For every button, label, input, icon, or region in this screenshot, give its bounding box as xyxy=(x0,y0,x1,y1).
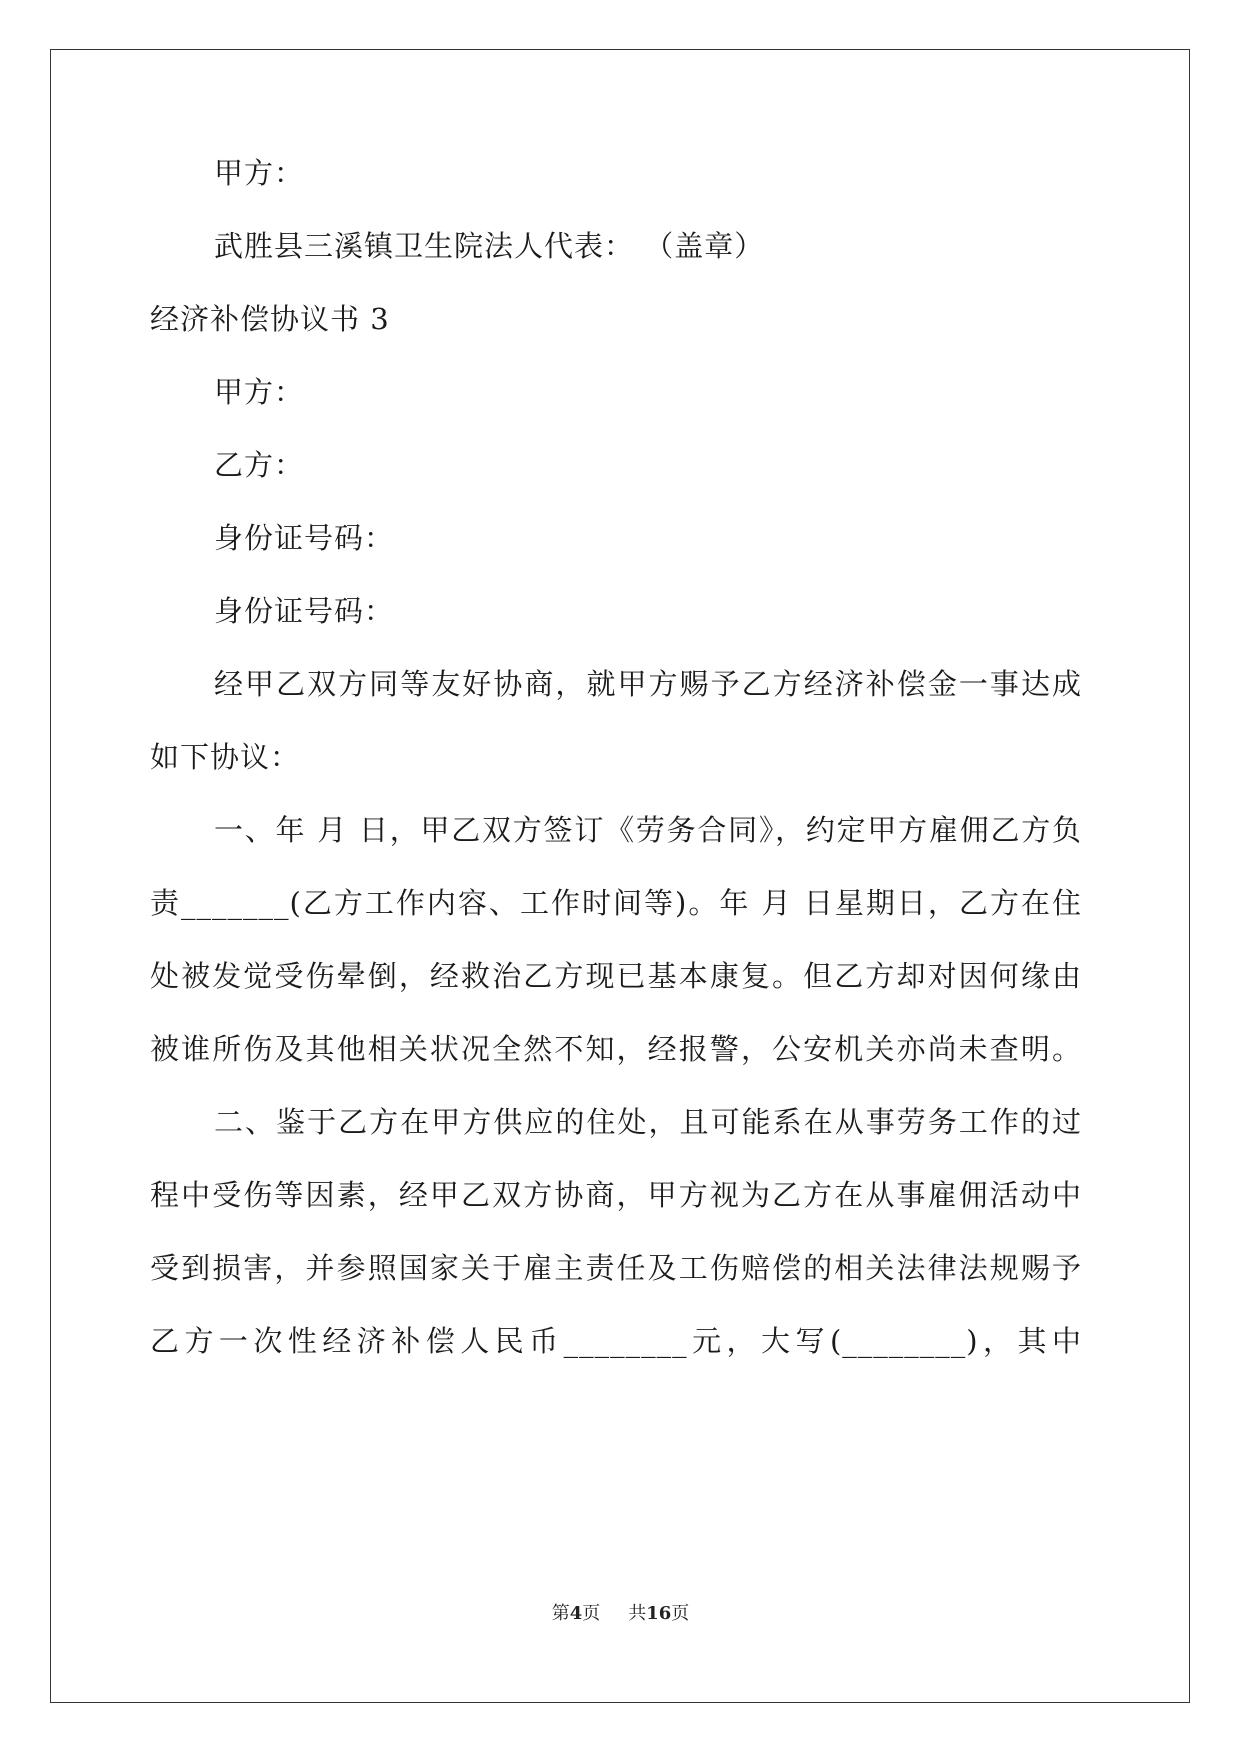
party-a-label: 甲方： xyxy=(214,156,305,190)
party-b-label: 乙方： xyxy=(214,448,305,482)
footer-total-suffix: 页 xyxy=(671,1603,690,1624)
party-a-label-2: 甲方： xyxy=(214,375,305,409)
id-number-label-2: 身份证号码： xyxy=(214,594,395,628)
footer-prefix: 第 xyxy=(551,1603,570,1624)
page-footer xyxy=(0,1603,1241,1625)
clause-1-line-3: 处被发觉受伤晕倒，经救治乙方现已基本康复。但乙方却对因何缘由 xyxy=(150,959,1082,993)
page-border xyxy=(50,49,1190,1703)
intro-paragraph-line-2: 如下协议： xyxy=(150,740,301,774)
clause-2-line-1: 二、鉴于乙方在甲方供应的住处，且可能系在从事劳务工作的过 xyxy=(214,1105,1082,1139)
representative-line: 武胜县三溪镇卫生院法人代表： （盖章） xyxy=(214,229,765,263)
clause-2-line-4: 乙方一次性经济补偿人民币________元，大写(________)，其中 xyxy=(150,1324,1082,1358)
clause-2-line-3: 受到损害，并参照国家关于雇主责任及工伤赔偿的相关法律法规赐予 xyxy=(150,1251,1082,1285)
current-page-number: 4 xyxy=(569,1603,583,1624)
footer-page-suffix: 页 xyxy=(582,1603,601,1624)
agreement-title: 经济补偿协议书 3 xyxy=(150,302,390,336)
footer-total-prefix: 共 xyxy=(628,1603,647,1624)
clause-1-line-2: 责_______(乙方工作内容、工作时间等)。年 月 日星期日，乙方在住 xyxy=(150,886,1082,920)
id-number-label-1: 身份证号码： xyxy=(214,521,395,555)
total-page-count: 16 xyxy=(646,1603,672,1624)
clause-2-line-2: 程中受伤等因素，经甲乙双方协商，甲方视为乙方在从事雇佣活动中 xyxy=(150,1178,1082,1212)
clause-1-line-1: 一、年 月 日，甲乙双方签订《劳务合同》，约定甲方雇佣乙方负 xyxy=(214,813,1082,847)
clause-1-line-4: 被谁所伤及其他相关状况全然不知，经报警，公安机关亦尚未查明。 xyxy=(150,1032,1082,1066)
intro-paragraph-line-1: 经甲乙双方同等友好协商，就甲方赐予乙方经济补偿金一事达成 xyxy=(214,667,1082,701)
